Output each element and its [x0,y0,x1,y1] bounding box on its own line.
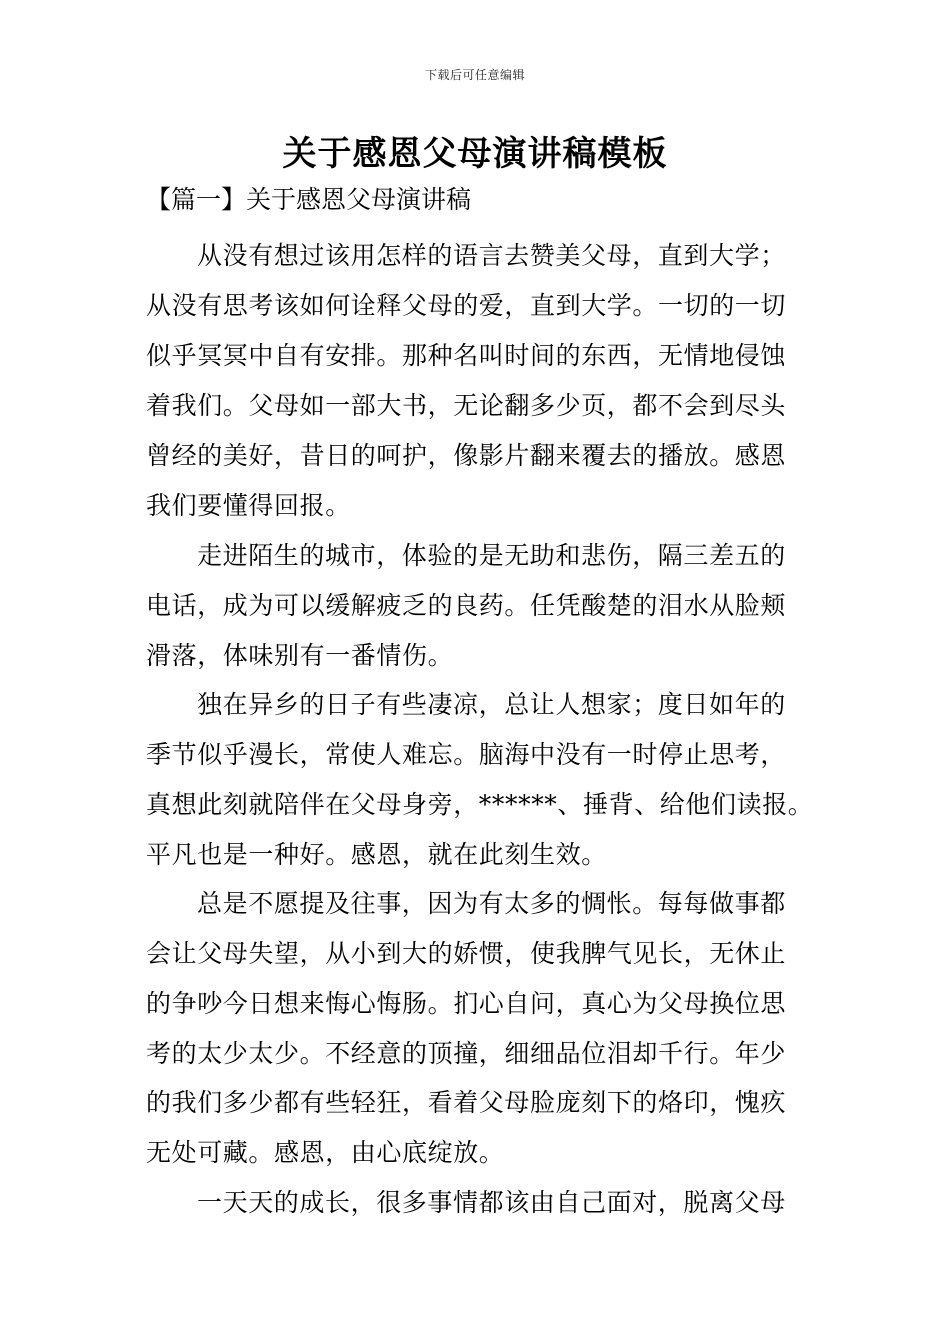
body-line: 似乎冥冥中自有安排。那种名叫时间的东西，无情地侵蚀 [146,341,787,370]
body-line: 无处可藏。感恩，由心底绽放。 [146,1138,505,1167]
body-line: 考的太少太少。不经意的顶撞，细细品位泪却千行。年少 [146,1039,787,1068]
body-line: 着我们。父母如一部大书，无论翻多少页，都不会到尽头 [146,391,787,420]
body-line: 曾经的美好，昔日的呵护，像影片翻来覆去的播放。感恩 [146,441,787,470]
body-line: 平凡也是一种好。感恩，就在此刻生效。 [146,840,607,869]
section-heading: 【篇一】关于感恩父母演讲稿 [146,185,472,214]
body-line: 会让父母失望，从小到大的娇惯，使我脾气见长，无休止 [146,939,787,968]
body-line: 一天天的成长，很多事情都该由自己面对，脱离父母 [197,1188,786,1217]
body-line: 总是不愿提及往事，因为有太多的惆怅。每每做事都 [197,889,786,918]
body-line: 的争吵今日想来悔心悔肠。扪心自问，真心为父母换位思 [146,989,787,1018]
header-note: 下载后可任意编辑 [424,68,525,82]
body-line: 从没有想过该用怎样的语言去赞美父母，直到大学； [197,241,786,270]
body-line: 真想此刻就陪伴在父母身旁，******、捶背、给他们读报。 [146,790,814,819]
body-line: 从没有思考该如何诠释父母的爱，直到大学。一切的一切 [146,291,787,320]
body-line: 电话，成为可以缓解疲乏的良药。任凭酸楚的泪水从脸颊 [146,591,787,620]
body-line: 走进陌生的城市，体验的是无助和悲伤，隔三差五的 [197,541,786,570]
body-line: 独在异乡的日子有些凄凉，总让人想家；度日如年的 [197,690,786,719]
document-title: 关于感恩父母演讲稿模板 [282,134,668,174]
body-line: 季节似乎漫长，常使人难忘。脑海中没有一时停止思考， [146,740,787,769]
body-line: 我们要懂得回报。 [146,491,351,520]
body-line: 滑落，体味别有一番情伤。 [146,641,454,670]
body-line: 的我们多少都有些轻狂，看着父母脸庞刻下的烙印，愧疚 [146,1088,787,1117]
